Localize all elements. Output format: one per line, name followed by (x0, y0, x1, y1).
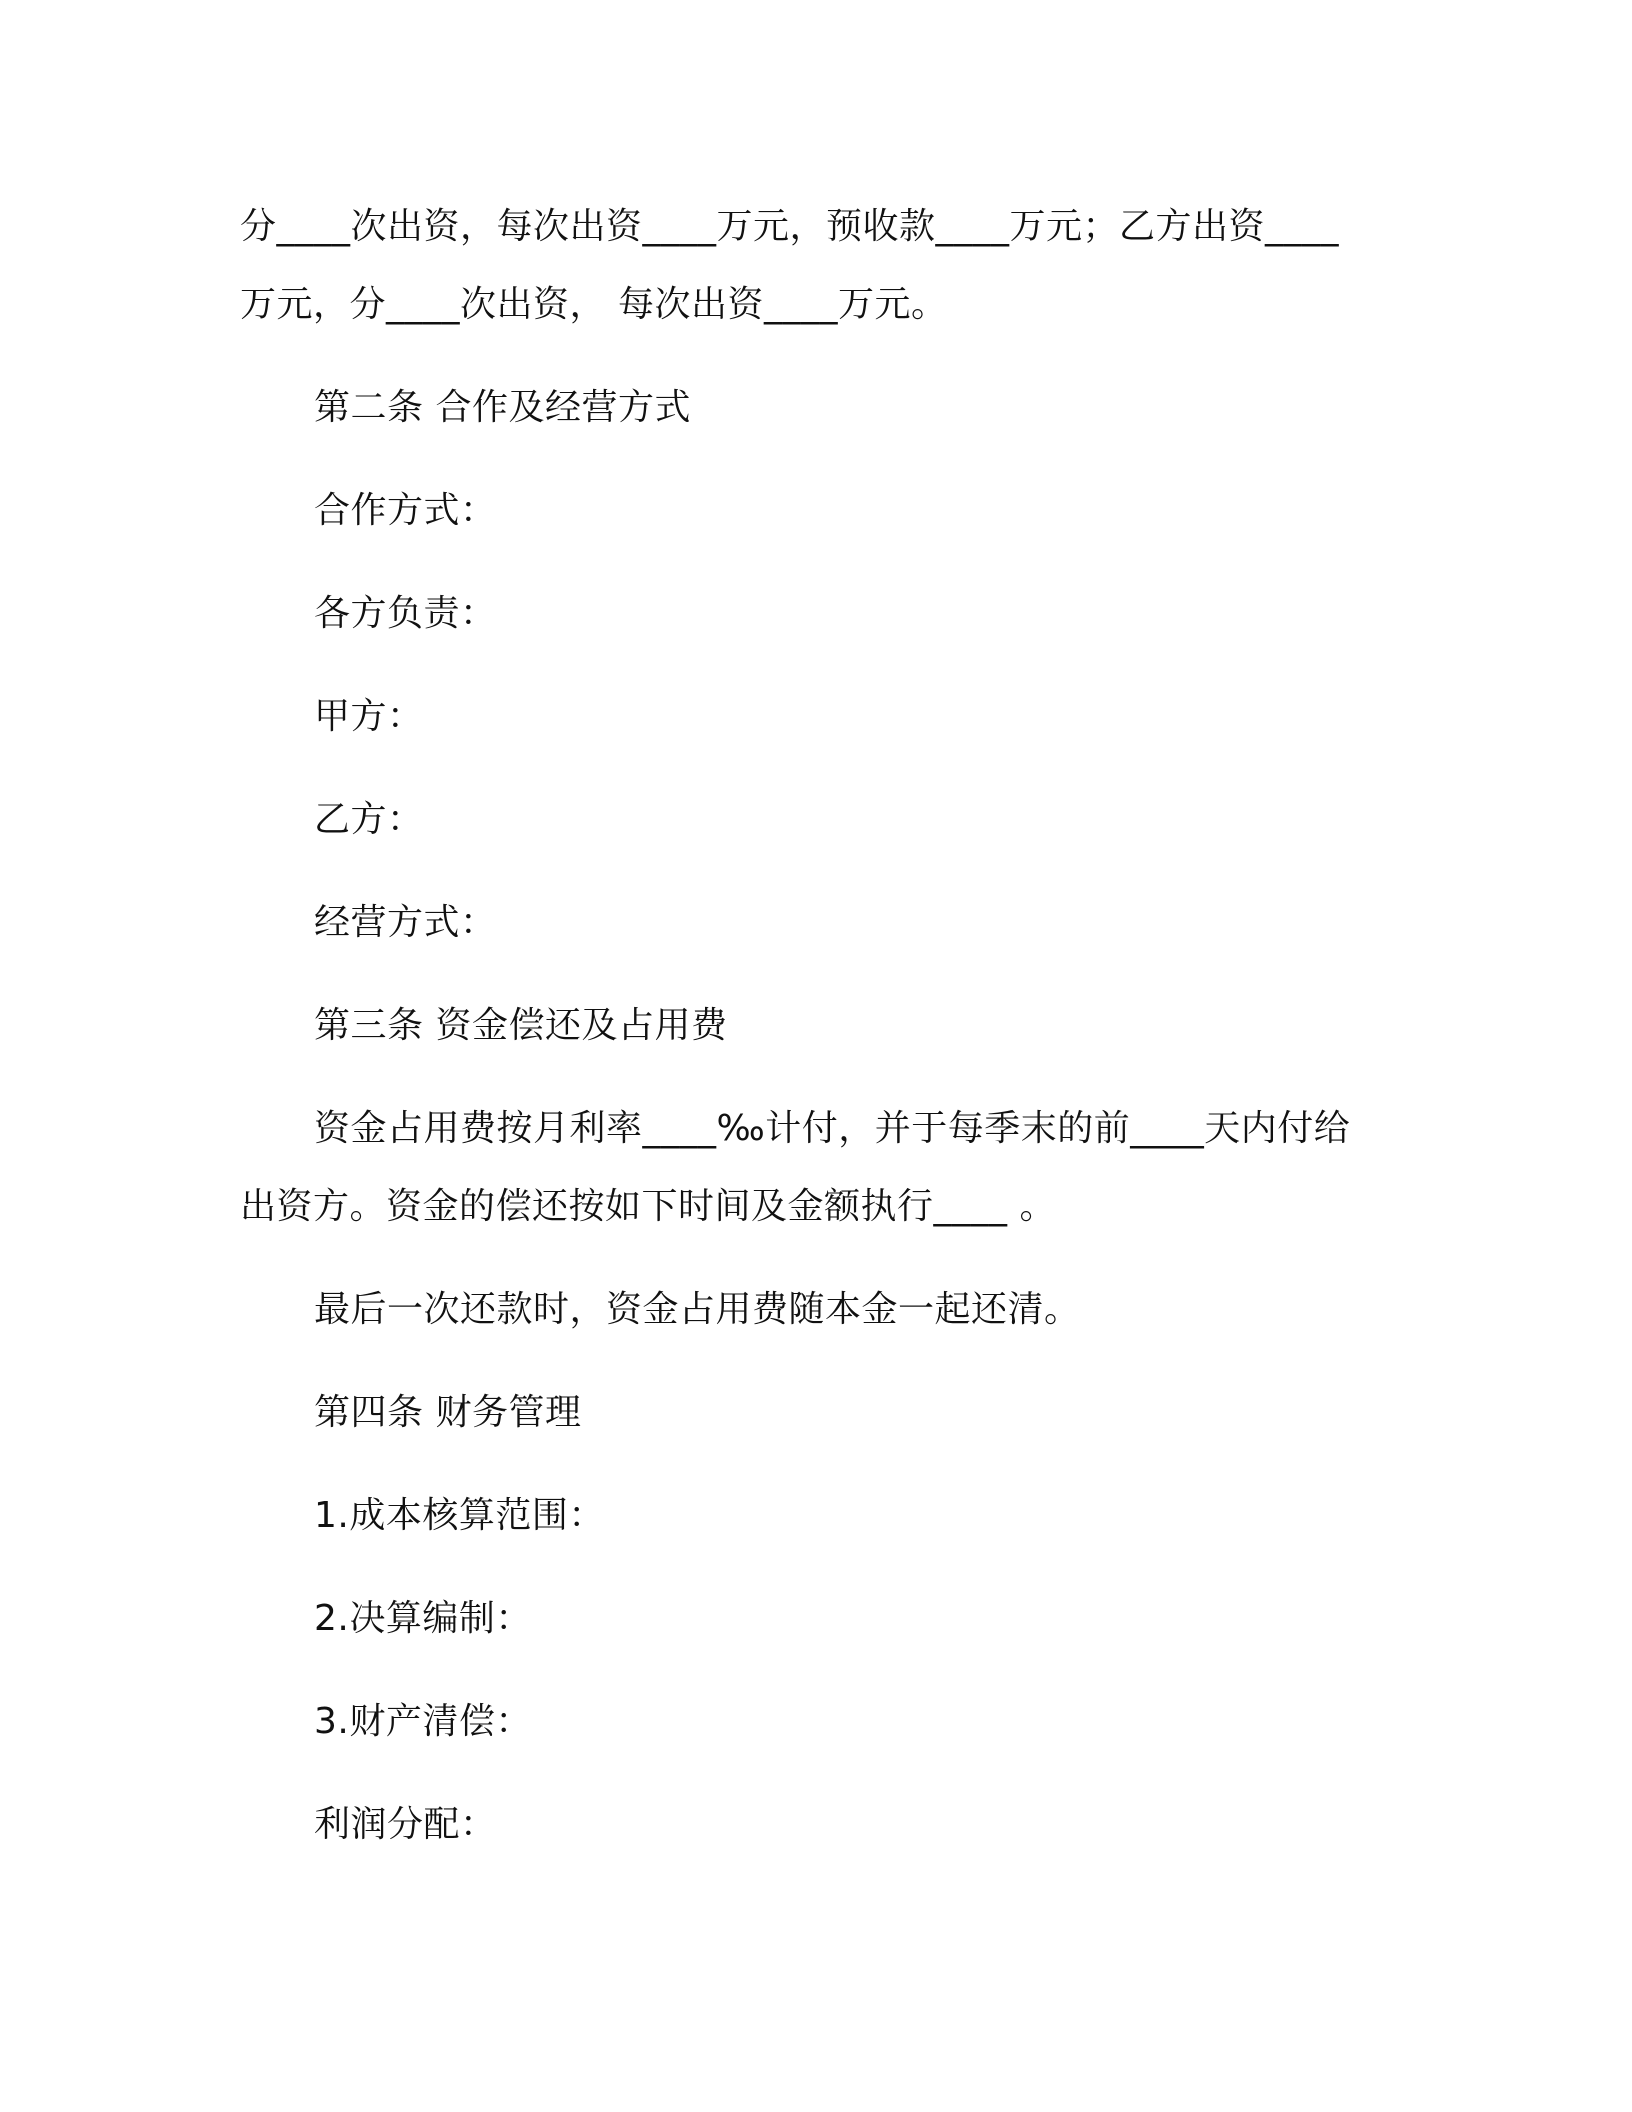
paragraph-capital-contribution: 分____次出资，每次出资____万元，预收款____万元；乙方出资____万元，分____次出资， 每次出资____万元。 (240, 206, 1340, 325)
paragraph-occupancy-fee: 资金占用费按月利率____‰计付，并于每季末的前____天内付给出资方。资金的偿还按如下时间及金额执行____ 。 (240, 1108, 1351, 1227)
document-body (240, 188, 1370, 1864)
paragraph-final-repayment: 最后一次还款时，资金占用费随本金一起还清。 (314, 1289, 1081, 1330)
paragraph-property-settlement: 3.财产清偿： (314, 1701, 532, 1742)
paragraph-operation-method: 经营方式： (314, 902, 497, 943)
heading-article-2: 第二条 合作及经营方式 (314, 387, 691, 428)
heading-article-3: 第三条 资金偿还及占用费 (314, 1005, 728, 1046)
paragraph-responsibilities: 各方负责： (314, 593, 497, 634)
paragraph-party-a: 甲方： (314, 696, 424, 737)
paragraph-cooperation-method: 合作方式： (314, 490, 497, 531)
paragraph-party-b: 乙方： (314, 799, 424, 840)
paragraph-cost-accounting: 1.成本核算范围： (314, 1495, 605, 1536)
paragraph-final-accounts: 2.决算编制： (314, 1598, 532, 1639)
heading-article-4: 第四条 财务管理 (314, 1392, 582, 1433)
paragraph-profit-distribution: 利润分配： (314, 1804, 497, 1845)
